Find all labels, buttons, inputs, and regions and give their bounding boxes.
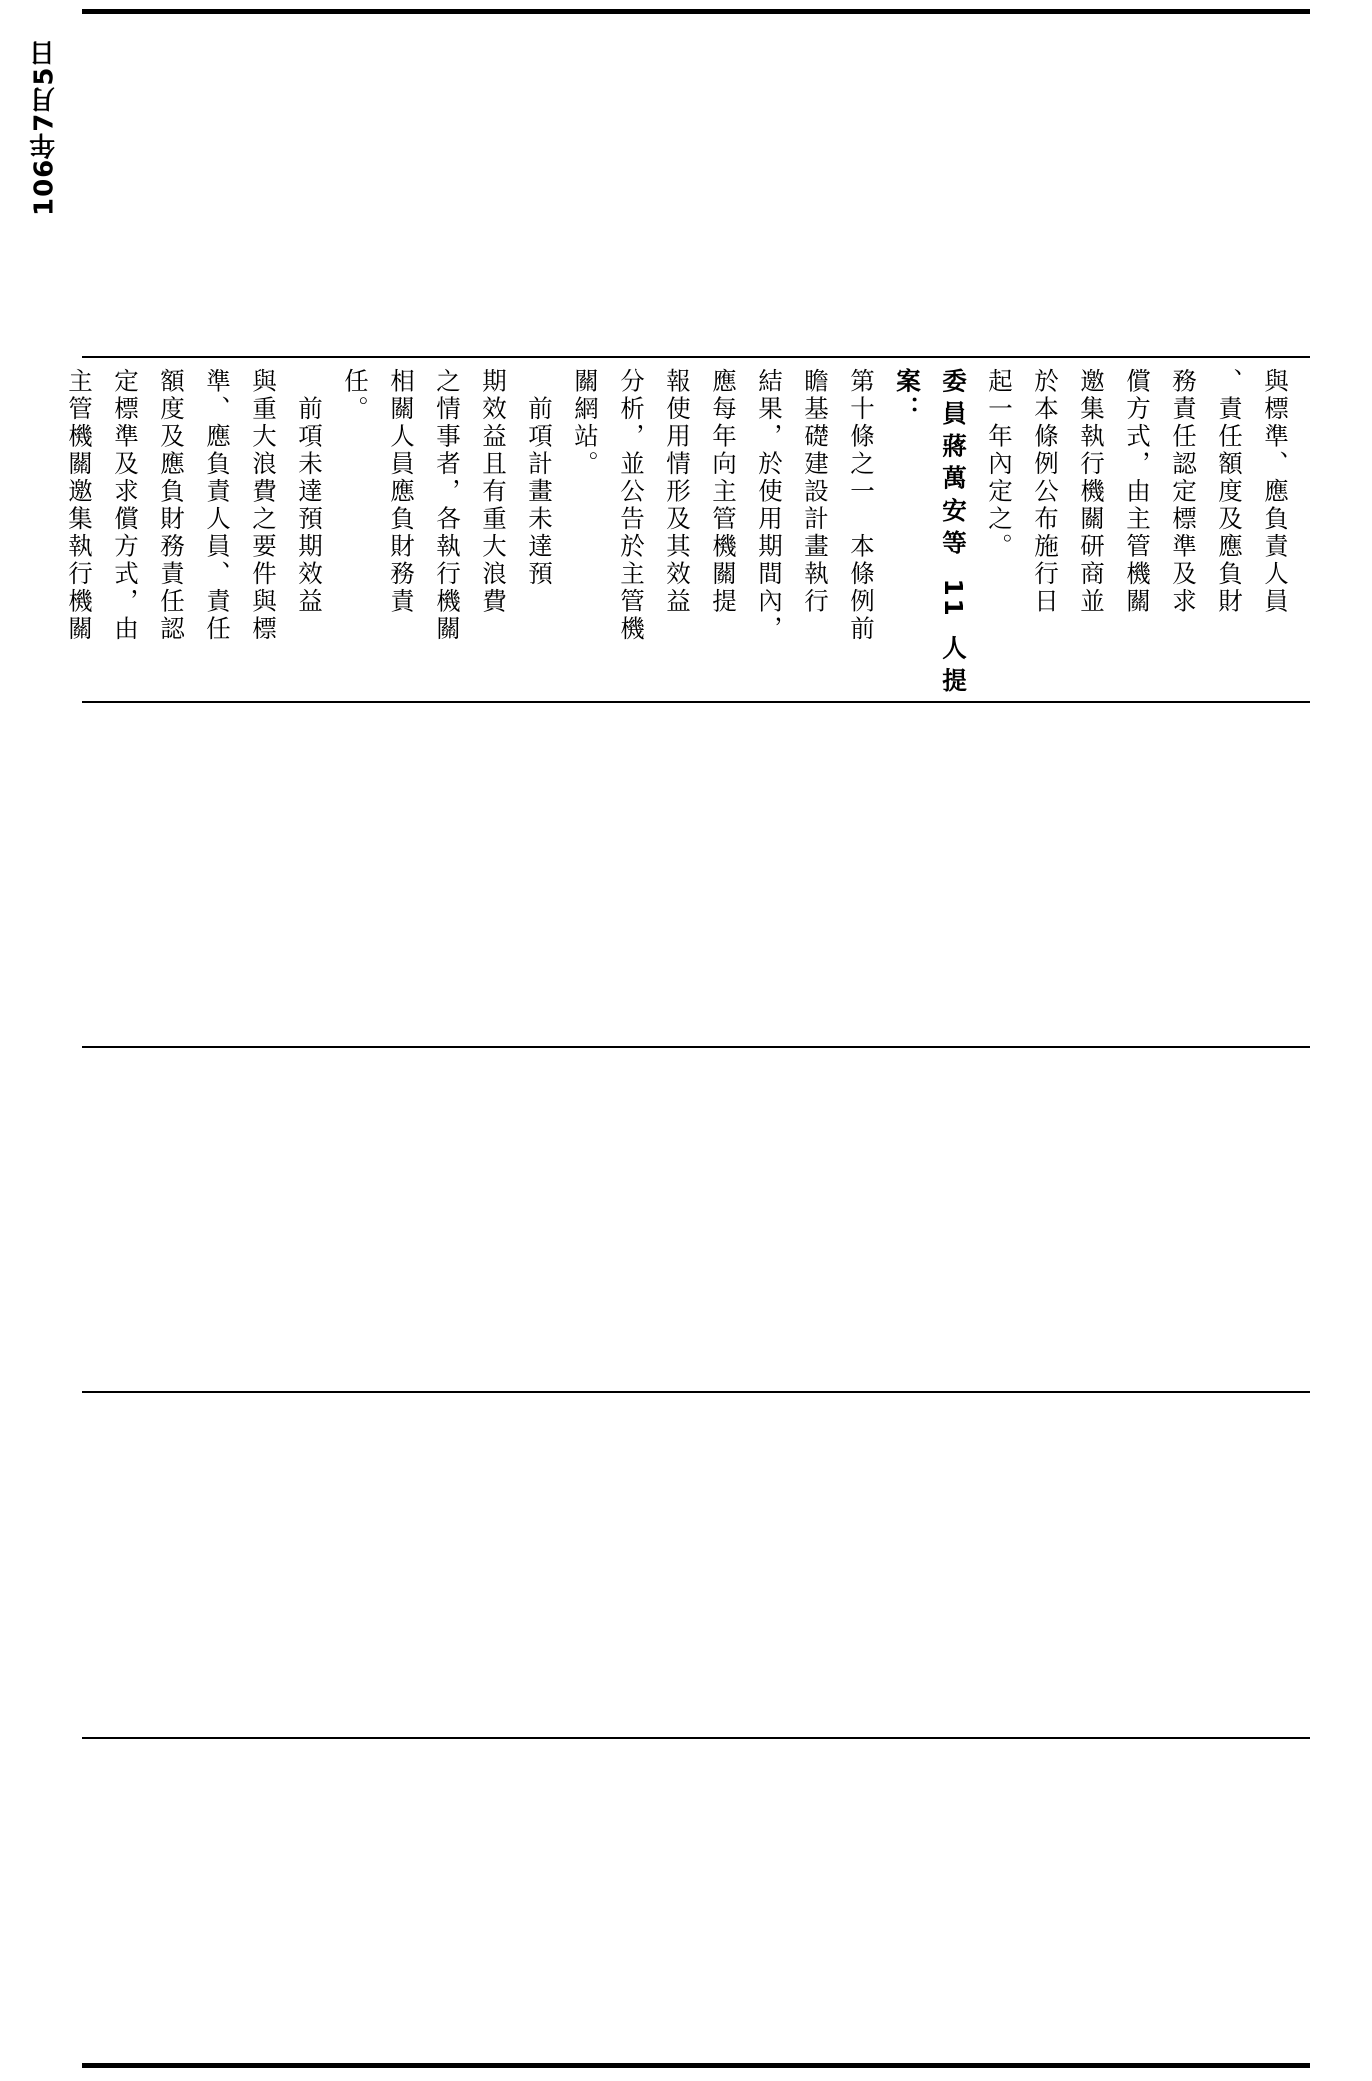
proposal-line: 關網站。	[571, 368, 600, 478]
proposal-line: 分析，並公告於主管機	[617, 368, 646, 643]
row-divider	[82, 1737, 1310, 1739]
para2-line: 前項計畫未達預	[525, 368, 554, 588]
proposal-line: 瞻基礎建設計畫執行	[801, 368, 830, 616]
proposal-line: 報使用情形及其效益	[663, 368, 692, 616]
para3-line: 與重大浪費之要件與標	[249, 368, 278, 643]
para3-line: 準、應負責人員、責任	[203, 368, 232, 643]
row-divider	[82, 1046, 1310, 1048]
text-column	[65, 358, 1310, 701]
intro-line: 、責任額度及應負財	[1215, 368, 1244, 616]
para3-line: 額度及應負財務責任認	[157, 368, 186, 643]
para3-line: 主管機關邀集執行機關	[65, 368, 94, 643]
row-divider	[82, 1391, 1310, 1393]
intro-line: 務責任認定標準及求	[1169, 368, 1198, 616]
para3-line: 定標準及求償方式，由	[111, 368, 140, 643]
para2-line: 相關人員應負財務責	[387, 368, 416, 616]
bottom-border	[82, 2063, 1310, 2068]
proposal-line: 應每年向主管機關提	[709, 368, 738, 616]
proposal-title: 委員蔣萬安等 11 人提案：	[893, 368, 968, 695]
proposal-line: 結果，於使用期間內，	[755, 368, 784, 643]
intro-line: 起一年內定之。	[985, 368, 1014, 561]
intro-line: 與標準、應負責人員	[1261, 368, 1290, 616]
intro-line: 邀集執行機關研商並	[1077, 368, 1106, 616]
page-date: 106年7月5日	[29, 39, 60, 216]
top-border	[82, 9, 1310, 14]
para2-line: 期效益且有重大浪費	[479, 368, 508, 616]
row-divider	[82, 701, 1310, 703]
para2-line: 任。	[341, 368, 370, 423]
para2-line: 之情事者，各執行機關	[433, 368, 462, 643]
intro-line: 於本條例公布施行日	[1031, 368, 1060, 616]
para3-line: 前項未達預期效益	[295, 368, 324, 616]
proposal-line: 第十條之一 本條例前	[847, 368, 876, 643]
intro-line: 償方式，由主管機關	[1123, 368, 1152, 616]
